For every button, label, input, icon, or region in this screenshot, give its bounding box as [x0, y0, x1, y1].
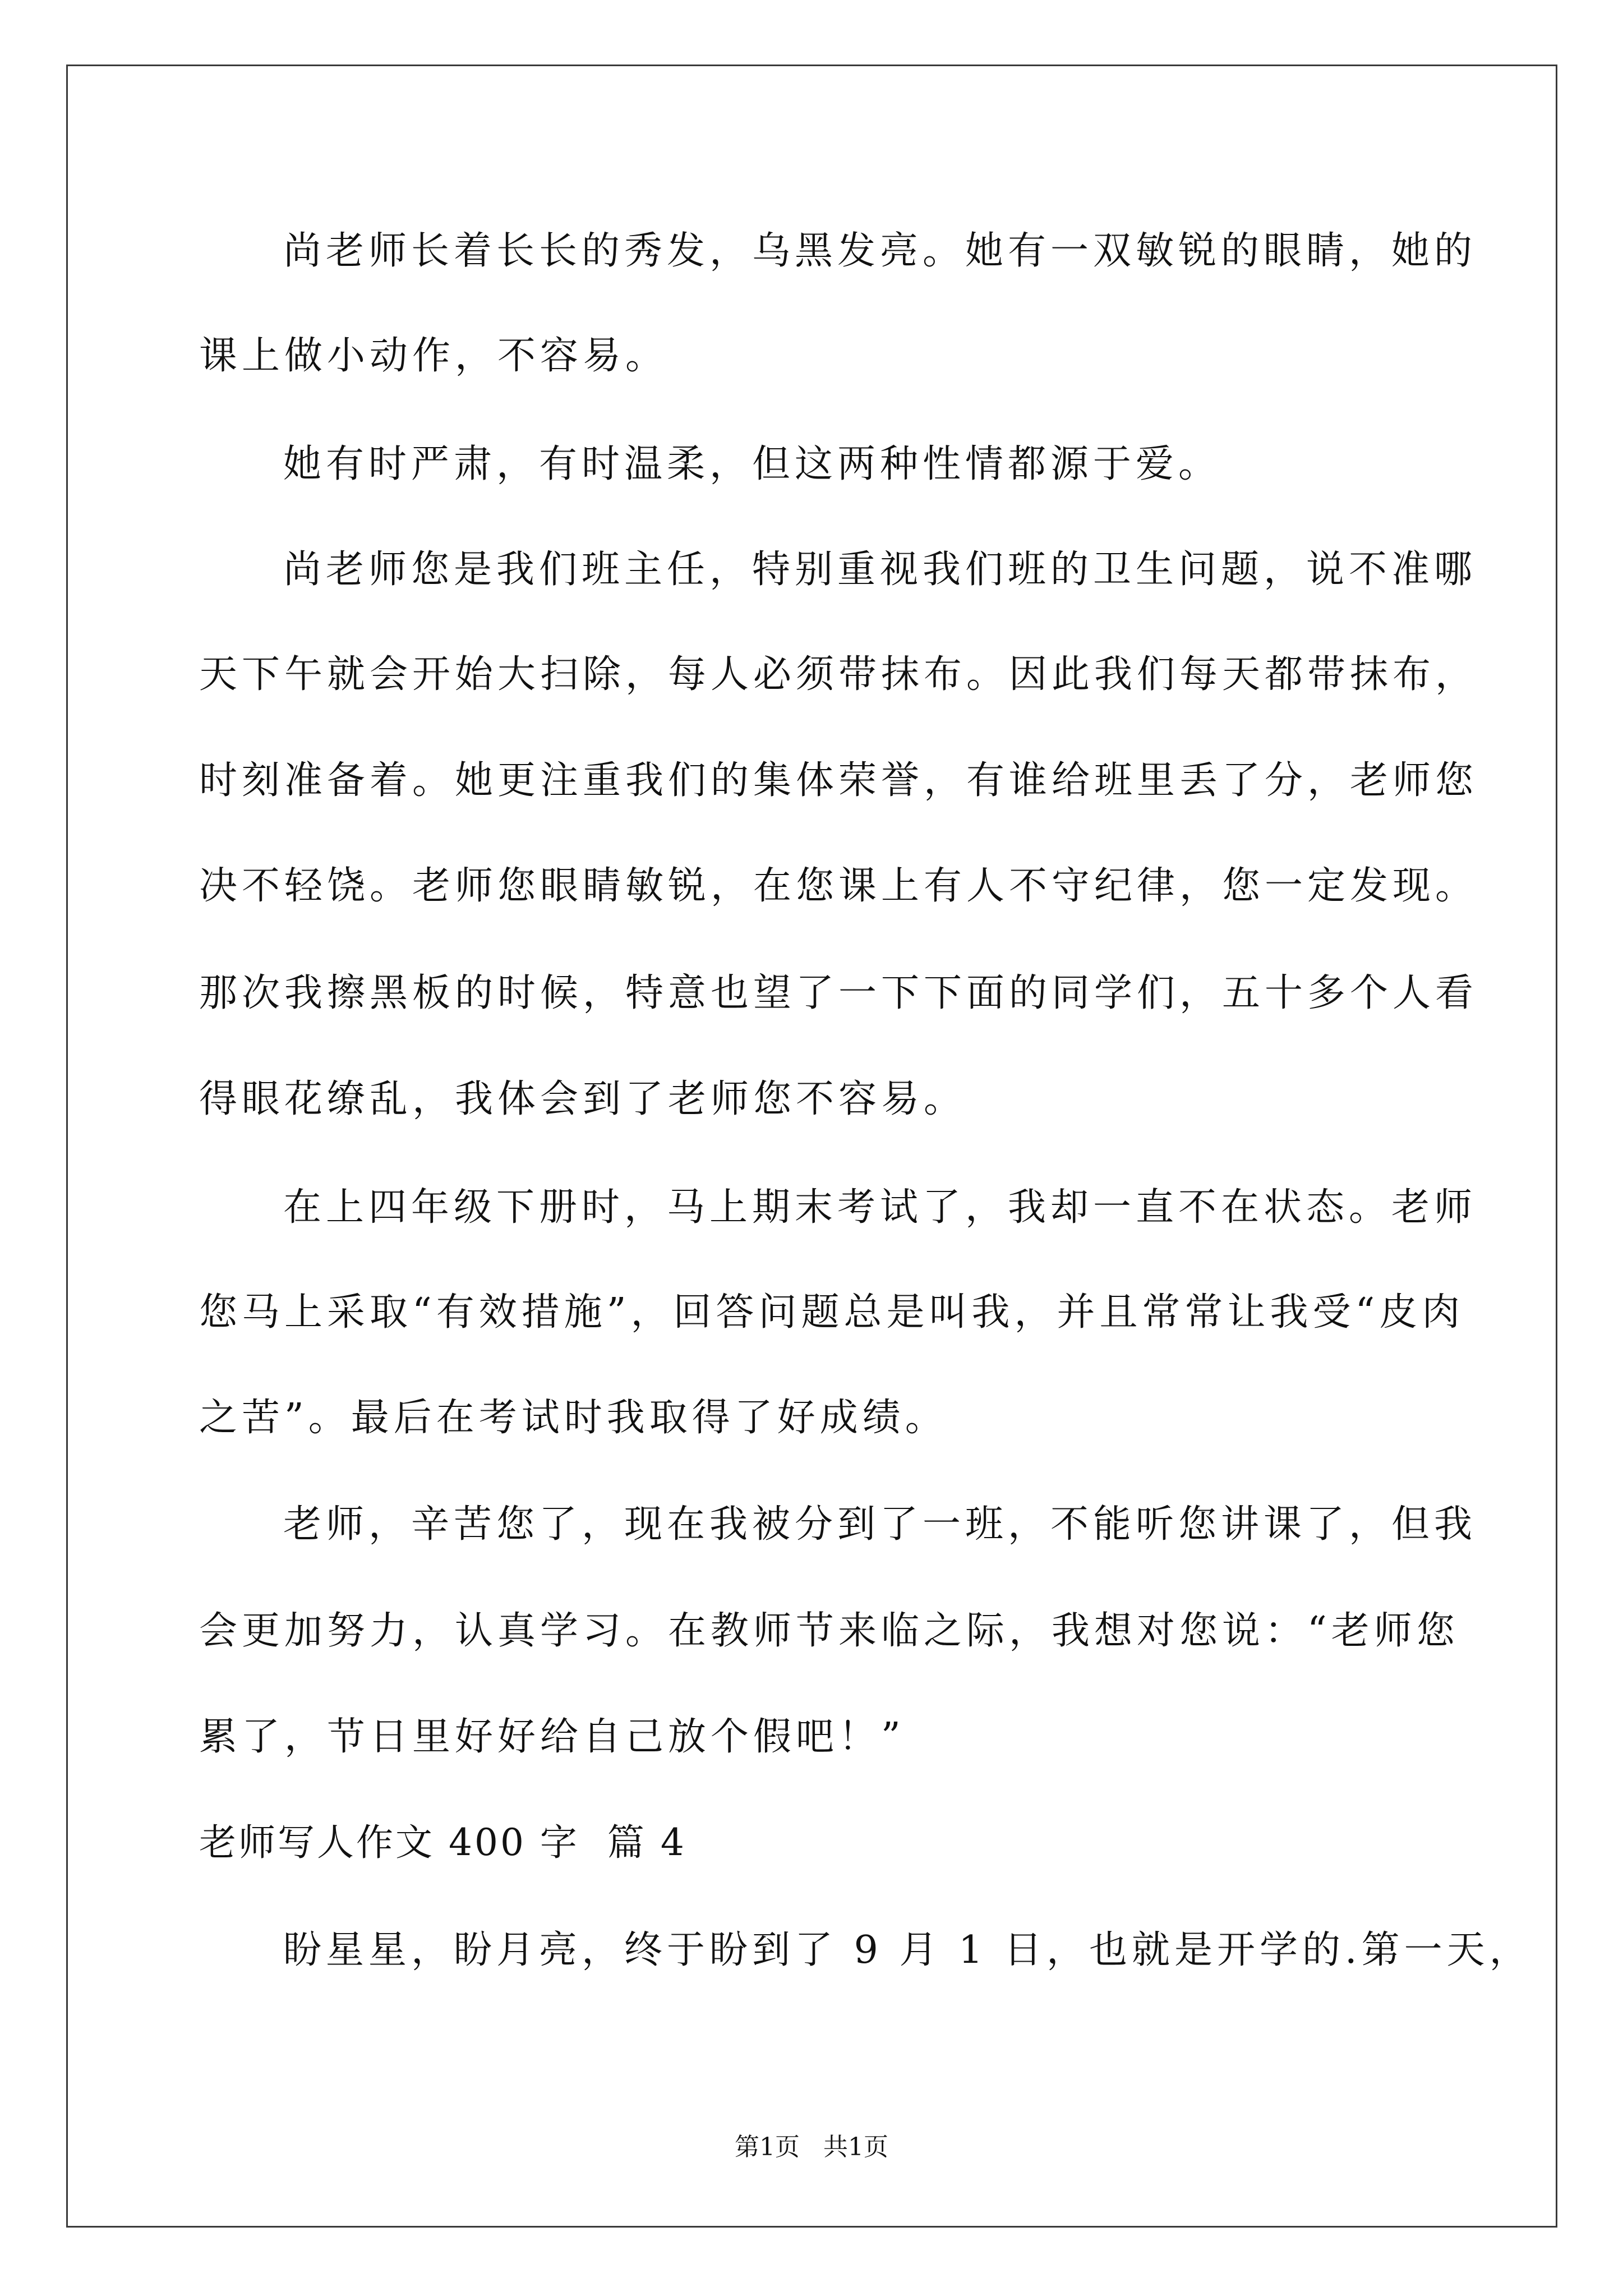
paragraph-line: 盼星星，盼月亮，终于盼到了 9 月 1 日，也就是开学的.第一天，	[283, 1928, 1532, 1972]
paragraph-line: 时刻准备着。她更注重我们的集体荣誉，有谁给班里丢了分，老师您	[199, 758, 1478, 803]
paragraph-line: 之苦”。最后在考试时我取得了好成绩。	[199, 1396, 948, 1440]
section-title: 老师写人作文 400 字 篇 4	[199, 1821, 686, 1864]
paragraph-line: 尚老师您是我们班主任，特别重视我们班的卫生问题，说不准哪	[283, 547, 1477, 592]
page-footer: 第1页 共1页	[735, 2133, 888, 2161]
paragraph-line: 会更加努力，认真学习。在教师节来临之际，我想对您说：“老师您	[199, 1609, 1459, 1653]
paragraph-line: 课上做小动作，不容易。	[199, 334, 668, 378]
paragraph-line: 天下午就会开始大扫除，每人必须带抹布。因此我们每天都带抹布，	[199, 652, 1478, 697]
paragraph-line: 在上四年级下册时，马上期末考试了，我却一直不在状态。老师	[283, 1185, 1477, 1230]
paragraph-line: 尚老师长着长长的秀发，乌黑发亮。她有一双敏锐的眼睛，她的	[283, 229, 1477, 273]
paragraph-line: 得眼花缭乱，我体会到了老师您不容易。	[199, 1077, 967, 1121]
paragraph-line: 累了，节日里好好给自己放个假吧！”	[199, 1715, 905, 1759]
paragraph-line: 她有时严肃，有时温柔，但这两种性情都源于爱。	[283, 442, 1221, 486]
paragraph-line: 您马上采取“有效措施”，回答问题总是叫我，并且常常让我受“皮肉	[199, 1290, 1465, 1335]
paragraph-line: 决不轻饶。老师您眼睛敏锐，在您课上有人不守纪律，您一定发现。	[199, 864, 1478, 908]
paragraph-line: 老师，辛苦您了，现在我被分到了一班，不能听您讲课了，但我	[283, 1502, 1477, 1547]
page-frame	[66, 65, 1557, 2228]
paragraph-line: 那次我擦黑板的时候，特意也望了一下下面的同学们，五十多个人看	[199, 971, 1478, 1015]
